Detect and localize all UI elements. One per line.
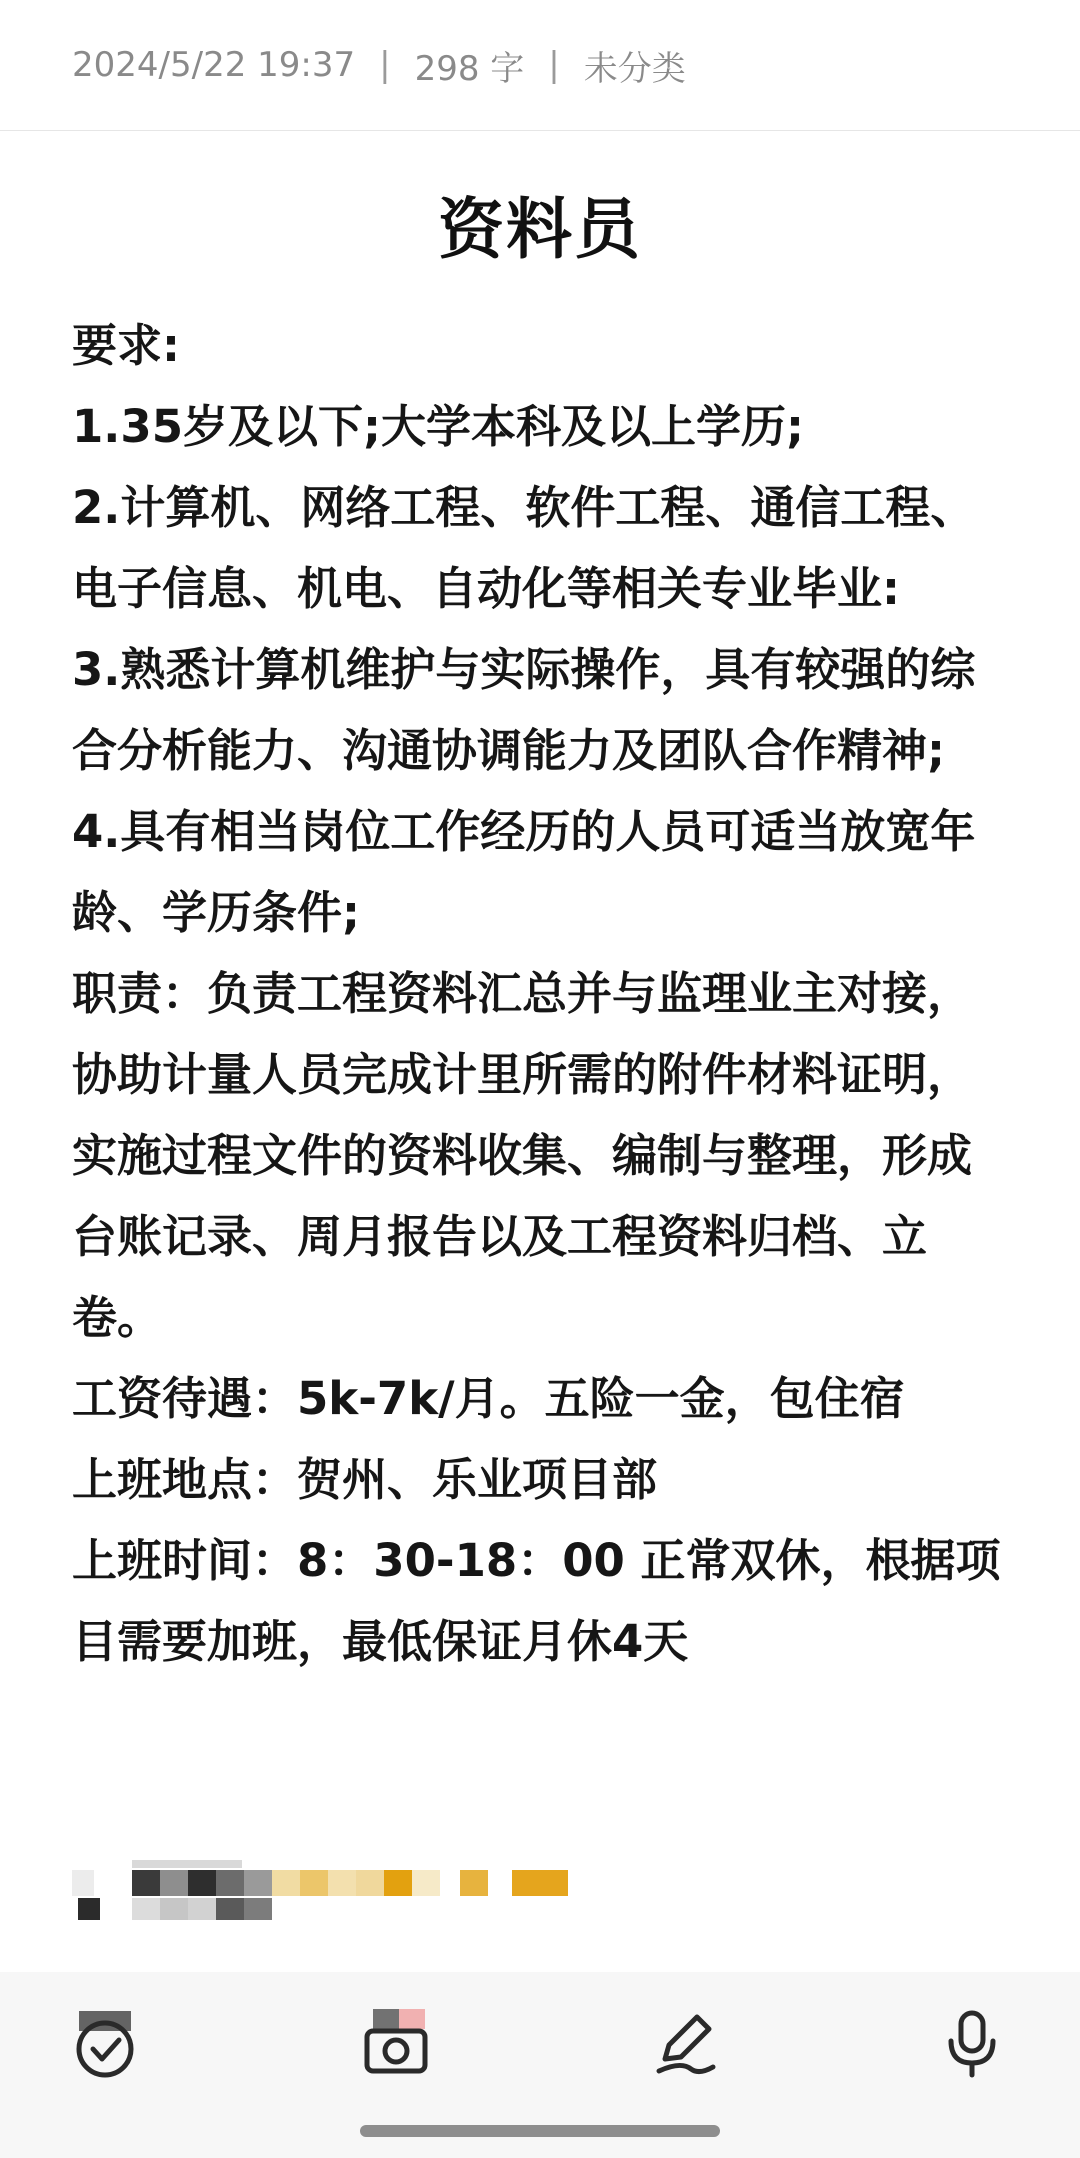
pixelated-redacted-content xyxy=(72,1860,632,1920)
note-datetime: 2024/5/22 19:37 xyxy=(72,45,356,85)
note-body[interactable] xyxy=(72,305,1002,1682)
note-line: 要求: xyxy=(72,319,180,372)
meta-separator: | xyxy=(548,45,560,85)
note-line: 1.35岁及以下;大学本科及以上学历; xyxy=(72,400,805,453)
meta-separator: | xyxy=(379,45,391,85)
note-word-count: 298 字 xyxy=(414,48,525,89)
note-line: 职责：负责工程资料汇总并与监理业主对接，协助计量人员完成计里所需的附件材料证明，实施过程文件的资料收集、编制与整理，形成台账记录、周月报告以及工程资料归档、立卷。 xyxy=(72,967,973,1344)
note-line: 4.具有相当岗位工作经历的人员可适当放宽年龄、学历条件; xyxy=(72,805,976,939)
note-line: 2.计算机、网络工程、软件工程、通信工程、电子信息、机电、自动化等相关专业毕业: xyxy=(72,481,976,615)
note-title[interactable]: 资料员 xyxy=(438,191,642,268)
microphone-icon xyxy=(937,2009,1007,2083)
note-meta-bar xyxy=(0,0,1080,131)
voice-input-button[interactable] xyxy=(932,2006,1012,2086)
note-line: 上班地点：贺州、乐业项目部 xyxy=(72,1453,658,1506)
pen-icon xyxy=(651,2009,721,2083)
note-category[interactable]: 未分类 xyxy=(583,48,686,89)
camera-button[interactable] xyxy=(356,2006,436,2086)
note-line: 3.熟悉计算机维护与实际操作，具有较强的综合分析能力、沟通协调能力及团队合作精神; xyxy=(72,643,976,777)
checklist-icon xyxy=(73,2009,143,2083)
note-line: 工资待遇：5k-7k/月。五险一金，包住宿 xyxy=(72,1372,905,1425)
home-indicator[interactable] xyxy=(360,2125,720,2137)
note-line: 上班时间：8：30-18：00 正常双休，根据项目需要加班，最低保证月休4天 xyxy=(72,1534,1001,1668)
pen-button[interactable] xyxy=(646,2006,726,2086)
checklist-button[interactable] xyxy=(68,2006,148,2086)
camera-icon xyxy=(361,2009,431,2083)
